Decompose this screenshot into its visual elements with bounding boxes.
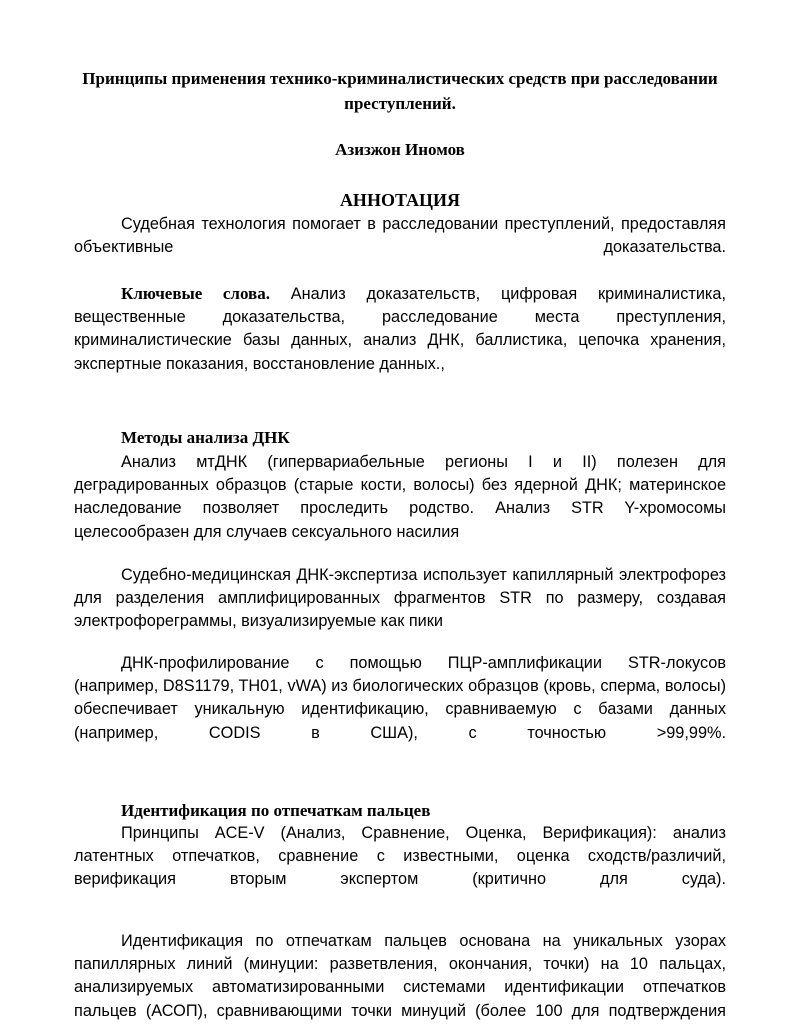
section-heading-fingerprints: Идентификация по отпечаткам пальцев [121,801,431,820]
author-name: Азизжон Иномов [335,140,465,159]
dna-paragraph-3: ДНК-профилирование с помощью ПЦР-амплификации STR-локусов (например, D8S1179, TH01, vWA) из биологических образцов (кровь, сперма, волосы) обеспечивает уникальную идентификацию, сравниваемую с базами данных (например, CODIS в США), с точностью >99,99%. [74,654,726,742]
fingerprint-paragraph-2: Идентификация по отпечаткам пальцев основана на уникальных узорах папиллярных линий (минуции: разветвления, окончания, точки) на 10 пальцах, анализируемых автоматизированными системами идентификации отпечатков пальцев (АСОП), сравнивающими точки минуций (более 100 для подтверждения [74,932,726,1020]
abstract-heading: АННОТАЦИЯ [339,190,461,210]
section-heading-dna: Методы анализа ДНК [121,428,290,447]
document-title: Принципы применения технико-криминалистических средств при расследовании преступлений. [82,69,718,113]
dna-paragraph-1: Анализ мтДНК (гипервариабельные регионы I и II) полезен для деградированных образцов (старые кости, волосы) без ядерной ДНК; материнское наследование позволяет проследить родство. Анализ STR Y-хромосомы целесообразен для случаев сексуального насилия [74,453,726,541]
keywords-text: Анализ доказательств, цифровая криминалистика, вещественные доказательства, расследование места преступления, криминалистические базы данных, анализ ДНК, баллистика, цепочка хранения, экспертные показания, восстановление данных., [74,285,726,373]
keywords-paragraph [74,282,726,376]
dna-paragraph-2: Судебно-медицинская ДНК-экспертиза использует капиллярный электрофорез для разделения амплифицированных фрагментов STR по размеру, создавая электрофореграммы, визуализируемые как пики [74,566,726,631]
fingerprint-paragraph-1: Принципы ACE-V (Анализ, Сравнение, Оценка, Верификация): анализ латентных отпечатков, сравнение с известными, оценка сходств/различий, верификация вторым экспертом (критично для суда). [74,824,726,889]
abstract-text: Судебная технология помогает в расследовании преступлений, предоставляя объективные доказательства. [74,215,726,257]
keywords-label: Ключевые слова. [121,284,270,303]
